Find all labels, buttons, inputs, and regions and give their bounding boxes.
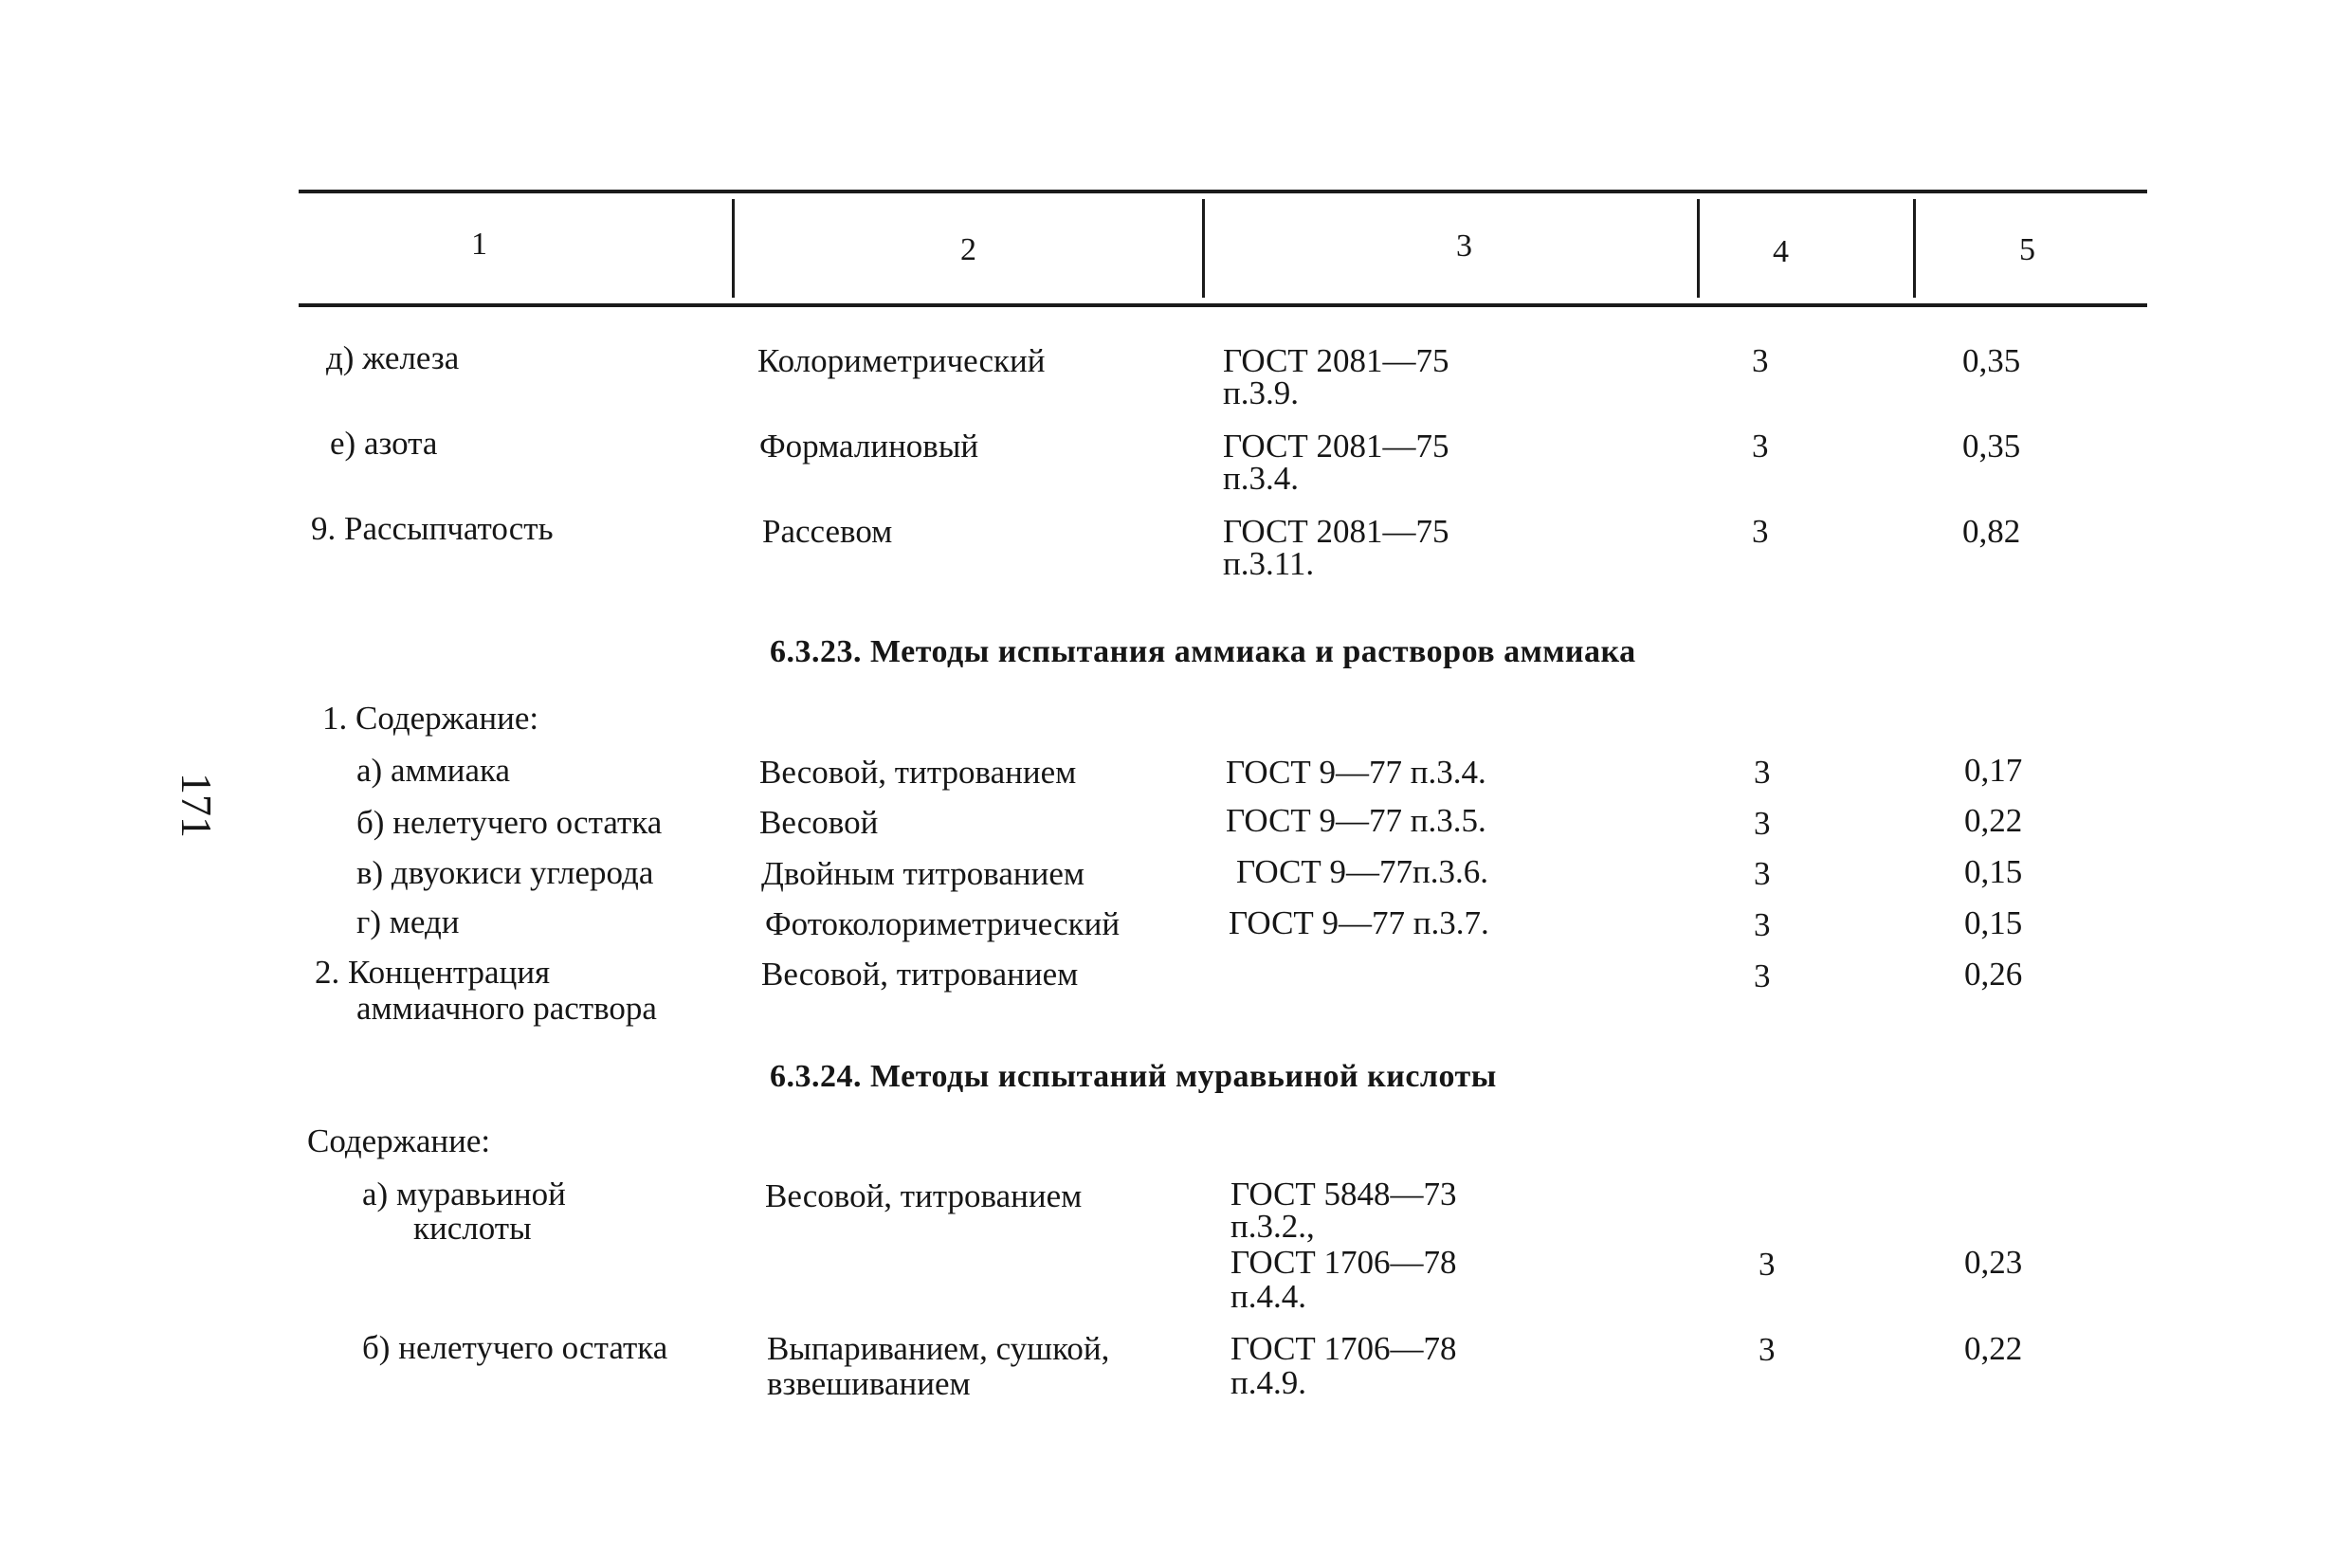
section-title: 6.3.23. Методы испытания аммиака и растворов аммиака bbox=[770, 634, 1636, 669]
row-method: Двойным титрованием bbox=[761, 855, 1085, 892]
row-name: 2. Концентрация bbox=[315, 954, 551, 991]
header-divider-4 bbox=[1913, 199, 1916, 298]
row-name-continued: аммиачного раствора bbox=[356, 990, 657, 1027]
row-name: а) муравьиной bbox=[362, 1176, 566, 1212]
header-col-1: 1 bbox=[471, 227, 487, 262]
row-col4: 3 bbox=[1754, 906, 1771, 943]
row-name: г) меди bbox=[356, 903, 460, 940]
row-method: Выпариванием, сушкой, bbox=[767, 1330, 1110, 1367]
group-heading: 1. Содержание: bbox=[322, 700, 539, 737]
row-method: Весовой bbox=[759, 804, 879, 841]
row-standard-clause: п.3.11. bbox=[1223, 545, 1315, 582]
row-col4: 3 bbox=[1759, 1246, 1776, 1283]
row-method-continued: взвешиванием bbox=[767, 1365, 971, 1402]
row-col4: 3 bbox=[1752, 342, 1769, 379]
row-col5: 0,22 bbox=[1964, 802, 2023, 839]
row-col5: 0,35 bbox=[1962, 428, 2021, 465]
header-col-5: 5 bbox=[2019, 232, 2035, 267]
row-standard: ГОСТ 9—77 п.3.7. bbox=[1229, 904, 1489, 941]
row-standard: ГОСТ 5848—73 bbox=[1230, 1176, 1457, 1212]
row-col4: 3 bbox=[1752, 428, 1769, 465]
row-standard: ГОСТ 9—77п.3.6. bbox=[1236, 853, 1489, 890]
row-method: Фотоколориметрический bbox=[765, 905, 1121, 942]
row-col4: 3 bbox=[1754, 855, 1771, 892]
page-number: 171 bbox=[173, 773, 221, 838]
row-method: Колориметрический bbox=[757, 342, 1046, 379]
group-heading: Содержание: bbox=[307, 1122, 491, 1159]
row-method: Весовой, титрованием bbox=[761, 956, 1079, 993]
header-divider-2 bbox=[1202, 199, 1205, 298]
row-standard-clause: п.3.9. bbox=[1223, 374, 1299, 411]
row-standard-clause: п.4.4. bbox=[1230, 1278, 1306, 1315]
row-standard-clause: п.4.9. bbox=[1230, 1364, 1306, 1401]
row-col5: 0,15 bbox=[1964, 904, 2023, 941]
row-col5: 0,23 bbox=[1964, 1244, 2023, 1281]
row-col5: 0,82 bbox=[1962, 513, 2021, 550]
header-divider-3 bbox=[1697, 199, 1700, 298]
row-col5: 0,17 bbox=[1964, 752, 2023, 789]
header-col-3: 3 bbox=[1456, 228, 1472, 264]
row-name: д) железа bbox=[326, 339, 460, 376]
row-name: б) нелетучего остатка bbox=[362, 1329, 668, 1366]
row-name-continued: кислоты bbox=[413, 1210, 532, 1247]
row-standard: ГОСТ 9—77 п.3.5. bbox=[1226, 802, 1486, 839]
row-col4: 3 bbox=[1759, 1331, 1776, 1368]
row-name: б) нелетучего остатка bbox=[356, 804, 663, 841]
header-bottom-rule bbox=[299, 303, 2147, 307]
row-standard: ГОСТ 1706—78 bbox=[1230, 1330, 1457, 1367]
row-col4: 3 bbox=[1754, 805, 1771, 842]
row-method: Рассевом bbox=[762, 513, 893, 550]
row-col5: 0,22 bbox=[1964, 1330, 2023, 1367]
section-title: 6.3.24. Методы испытаний муравьиной кислоты bbox=[770, 1059, 1497, 1094]
row-name: 9. Рассыпчатость bbox=[311, 510, 554, 547]
header-top-rule bbox=[299, 190, 2147, 193]
row-method: Формалиновый bbox=[759, 428, 979, 465]
row-col5: 0,35 bbox=[1962, 342, 2021, 379]
row-name: в) двуокиси углерода bbox=[356, 854, 654, 891]
row-method: Весовой, титрованием bbox=[759, 754, 1077, 791]
row-standard-clause: п.3.4. bbox=[1223, 460, 1299, 497]
header-divider-1 bbox=[732, 199, 735, 298]
row-standard: ГОСТ 1706—78 bbox=[1230, 1244, 1457, 1281]
row-standard: ГОСТ 9—77 п.3.4. bbox=[1226, 754, 1486, 791]
row-standard: ГОСТ 2081—75 bbox=[1223, 513, 1449, 550]
row-col4: 3 bbox=[1752, 513, 1769, 550]
row-col4: 3 bbox=[1754, 754, 1771, 791]
header-col-4: 4 bbox=[1773, 234, 1789, 269]
row-col5: 0,26 bbox=[1964, 956, 2023, 993]
row-name: е) азота bbox=[330, 425, 438, 462]
row-method: Весовой, титрованием bbox=[765, 1177, 1083, 1214]
row-col4: 3 bbox=[1754, 957, 1771, 994]
row-standard: ГОСТ 2081—75 bbox=[1223, 428, 1449, 465]
row-standard: ГОСТ 2081—75 bbox=[1223, 342, 1449, 379]
header-col-2: 2 bbox=[960, 232, 976, 267]
row-name: а) аммиака bbox=[356, 752, 511, 789]
row-standard-clause: п.3.2., bbox=[1230, 1208, 1315, 1245]
row-col5: 0,15 bbox=[1964, 853, 2023, 890]
